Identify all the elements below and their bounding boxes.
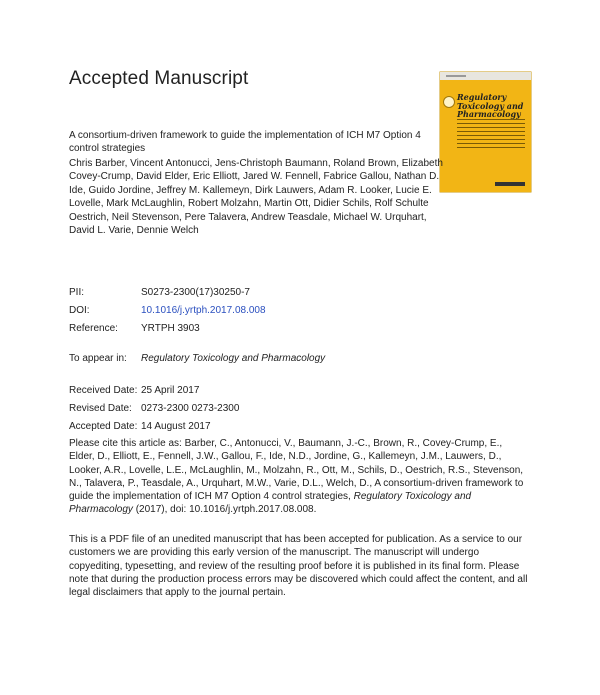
reference-label: Reference: [69,323,118,334]
cover-text-lines [457,119,525,151]
appear-in-journal: Regulatory Toxicology and Pharmacology [141,353,326,364]
citation-text: Please cite this article as: Barber, C., Antonucci, V., Baumann, J.-C., Brown, R., Covey-Crump, E., Elder, D., Elliott, E., Fennell, J.W., Gallou, F., Ide, N.D., Jordine, G., Kallemeyn, J.M., Lauwers, D., Looker, A.R., Lovelle, L.E., McLaughlin, M., Molzahn, R., Ott, M., Schils, D., Oestrich, R.S., Stevenson, N., Talavera, P., Teasdale, A., Urquhart, M.W., Varie, D.L., Welch, D., A consortium-driven framework to guide the implementation of ICH M7 Option 4 control strategies, [69,438,524,503]
revised-label: Revised Date: [69,403,132,414]
doi-link[interactable]: 10.1016/j.yrtph.2017.08.008 [141,305,266,316]
cover-journal-title: Regulatory Toxicology and Pharmacology [457,92,524,119]
page-heading: Accepted Manuscript [69,68,249,89]
citation-paragraph [69,437,524,517]
revised-value: 0273-2300 0273-2300 [141,403,240,414]
disclaimer-paragraph: This is a PDF file of an unedited manuscript that has been accepted for publication. As a service to our customers we are providing this early version of the manuscript. The manuscript will undergo copyediting, typesetting, and review of the resulting proof before it is published in its final form. Please note that during the production process errors may be discovered which could affect the content, and all legal disclaimers that apply to the journal pertain. [69,534,528,599]
citation-tail: (2017), doi: 10.1016/j.yrtph.2017.08.008. [132,504,317,516]
reference-value: YRTPH 3903 [141,323,200,334]
pii-label: PII: [69,287,85,298]
appear-in-label: To appear in: [69,353,127,364]
cover-top-strip [440,72,531,80]
author-list: Chris Barber, Vincent Antonucci, Jens-Christoph Baumann, Roland Brown, Elizabeth Covey-Crump, David Elder, Eric Elliott, Jared W. Fennell, Fabrice Gallou, Nathan D. Ide, Guido Jordine, Jeffrey M. Kallemeyn, Dirk Lauwers, Adam R. Looker, Lucie E. Lovelle, Mark McLaughlin, Robert Molzahn, Martin Ott, Didier Schils, Rolf Schulte Oestrich, Neil Stevenson, Pere Talavera, Andrew Teasdale, Michael W. Urquhart, David L. Varie, Dennie Welch [69,158,443,237]
doi-label: DOI: [69,305,90,316]
journal-logo-icon [443,96,455,108]
accepted-label: Accepted Date: [69,421,138,432]
accepted-value: 14 August 2017 [141,421,211,432]
cover-publisher-logo [495,182,525,186]
pii-value: S0273-2300(17)30250-7 [141,287,250,298]
citation-journal: Regulatory Toxicology and Pharmacology [69,491,472,516]
article-title: A consortium-driven framework to guide the implementation of ICH M7 Option 4 control strategies [69,130,421,154]
journal-cover-thumbnail [440,72,531,192]
received-label: Received Date: [69,385,138,396]
received-value: 25 April 2017 [141,385,200,396]
